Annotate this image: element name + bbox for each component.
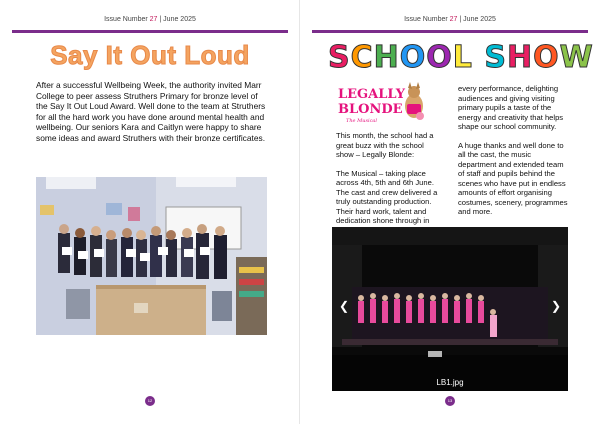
- title-letter: [473, 40, 484, 75]
- header-rule: [312, 30, 588, 33]
- certificate-photo: [36, 177, 267, 335]
- title-letter: S: [328, 40, 351, 75]
- title-letter: L: [452, 40, 473, 75]
- stage-photo: [332, 227, 568, 391]
- photo-slideshow[interactable]: [332, 227, 568, 391]
- issue-number: 27: [149, 16, 158, 23]
- issue-number: 27: [449, 16, 458, 23]
- title-letter: S: [484, 40, 507, 75]
- issue-prefix: Issue Number: [104, 16, 148, 23]
- logo-line1: LEGALLY: [338, 87, 405, 102]
- title-letter: O: [533, 40, 560, 75]
- col2-paragraph-1: every performance, delighting audiences and giving visiting primary pupils a taste of the energy and creativity that helps shape our school community.: [458, 84, 564, 131]
- issue-separator: |: [159, 16, 162, 23]
- chevron-right-icon[interactable]: ❯: [550, 299, 562, 313]
- title-letter: H: [506, 40, 534, 75]
- page-number: 13: [445, 396, 455, 406]
- title-letter: O: [399, 40, 427, 75]
- title-letter: C: [350, 40, 374, 75]
- slideshow-caption: LB1.jpg: [436, 378, 464, 387]
- article-body: After a successful Wellbeing Week, the authority invited Marr College to peer assess Struthers Primary for bronze level of the Say It Out Loud Award. Well done to the team at Struthers for all the hard work you have done around mental health and wellbeing. Our seniors Kara and Caitlyn were happy to share some ideas and award Struthers with their bronze certificates.: [36, 80, 266, 143]
- issue-separator: |: [459, 16, 462, 23]
- issue-date: June 2025: [463, 16, 496, 23]
- title-letter: O: [426, 40, 453, 75]
- col2-paragraph-2: A huge thanks and well done to all the cast, the music department and extended team of staff and pupils behind the scenes who have put in endless amounts of effort organising costumes, scenery, programmes and more.: [458, 140, 568, 216]
- legally-blonde-logo: [336, 82, 428, 128]
- issue-header: [300, 16, 600, 23]
- issue-header: [0, 16, 300, 23]
- article-column-2: [458, 84, 570, 217]
- article-column-1: [336, 131, 440, 226]
- issue-date: June 2025: [163, 16, 196, 23]
- col1-paragraph-1: This month, the school had a great buzz with the school show – Legally Blonde:: [336, 131, 434, 159]
- page-number: 12: [145, 396, 155, 406]
- chevron-left-icon[interactable]: ❮: [338, 299, 350, 313]
- title-letter: H: [373, 40, 400, 75]
- page-title: Say It Out Loud: [50, 40, 250, 70]
- col1-paragraph-2: The Musical – taking place across 4th, 5th and 6th June. The cast and crew delivered a truly outstanding production. Their hard work, talent and dedication shone through in: [336, 168, 438, 225]
- header-rule: [12, 30, 288, 33]
- issue-prefix: Issue Number: [404, 16, 448, 23]
- logo-line2: BLONDE: [338, 102, 403, 117]
- title-letter: W: [559, 40, 594, 75]
- school-show-title: [328, 40, 594, 75]
- logo-subtitle: The Musical: [346, 118, 377, 124]
- right-page: [300, 0, 600, 424]
